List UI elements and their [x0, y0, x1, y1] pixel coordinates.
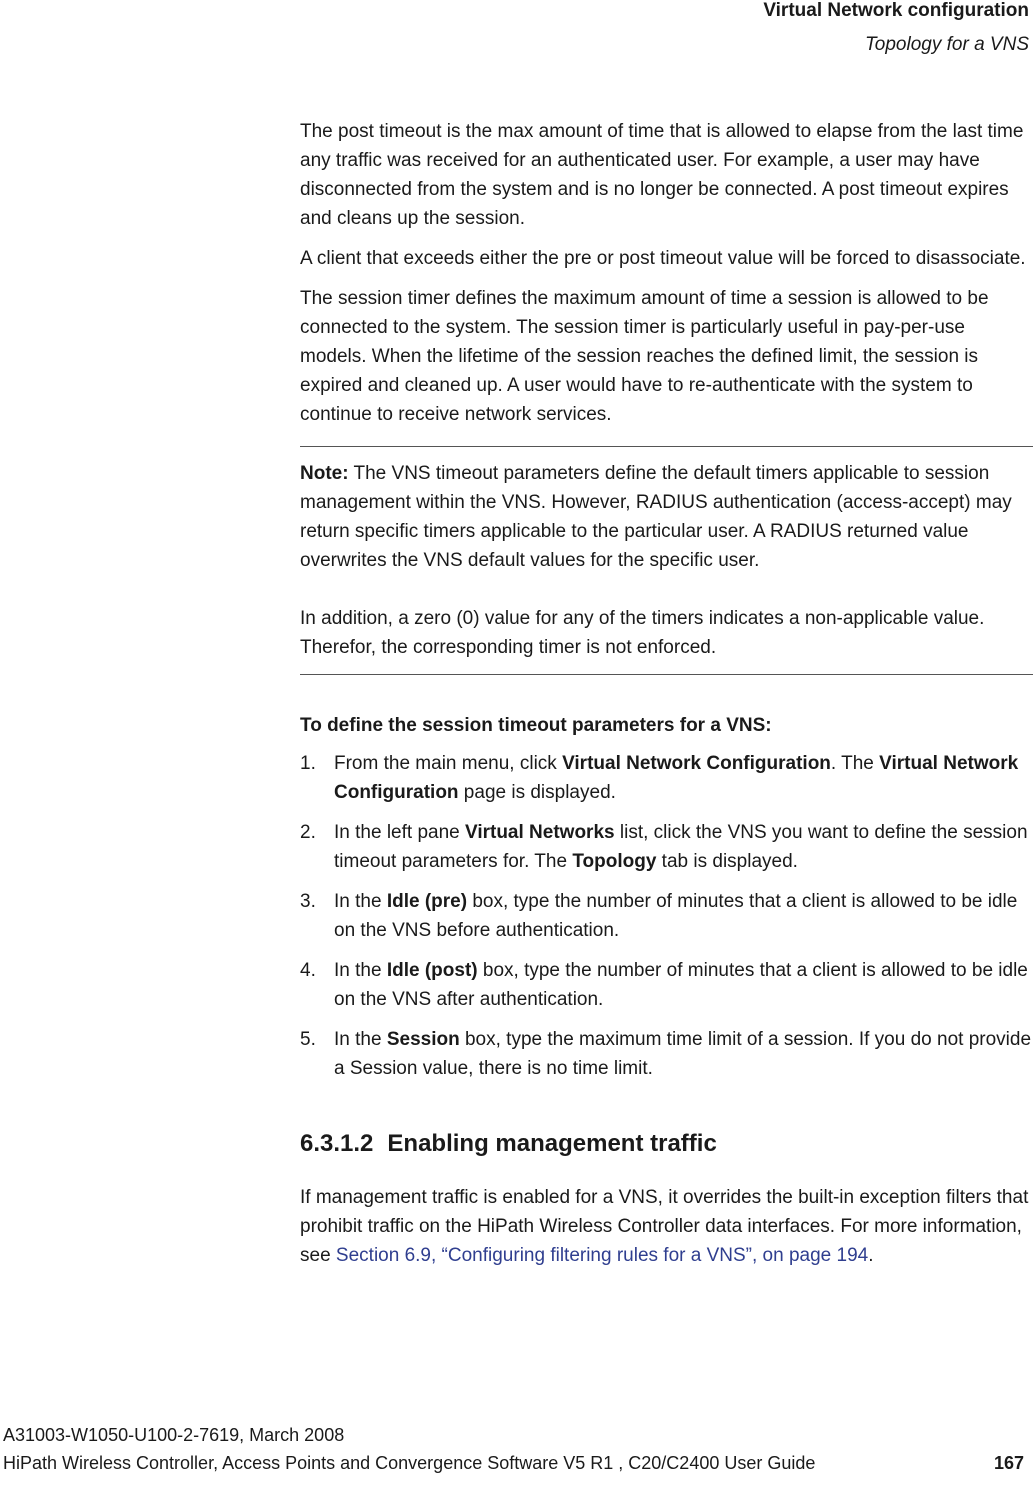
section-paragraph — [300, 1183, 1033, 1270]
step-item — [300, 818, 1033, 876]
step-text: In the — [334, 960, 387, 981]
step-item — [300, 1025, 1033, 1083]
section-text: If management traffic is enabled for a VNS, it overrides the built-in exception filters that prohibit traffic on the HiPath Wireless Controller data interfaces. For more information, see — [300, 1187, 1029, 1266]
step-text: tab is displayed. — [656, 851, 798, 872]
step-bold: Session — [386, 1029, 460, 1050]
running-header-chapter: Virtual Network configuration — [763, 0, 1029, 21]
note-text-1: The VNS timeout parameters define the default timers applicable to session management within the VNS. However, RADIUS authentication (access-accept) may return specific timers applicable to the particular user. A RADIUS returned value overwrites the VNS default values for the specific user. — [300, 463, 1012, 571]
note-box — [300, 446, 1033, 675]
main-content — [300, 117, 1033, 1270]
footer-doc-id: A31003-W1050-U100-2-7619, March 2008 — [3, 1425, 345, 1445]
paragraph-post-timeout: The post timeout is the max amount of time that is allowed to elapse from the last time any traffic was received for an authenticated user. For example, a user may have disconnected from the system and is no longer be connected. A post timeout expires and cleans up the session. — [300, 121, 1024, 229]
step-number: 5. — [300, 1029, 316, 1050]
section-text-end: . — [868, 1245, 874, 1266]
step-text: In the — [334, 891, 387, 912]
step-text: box, type the maximum time limit of a session. If you do not provide a Session value, there is no time limit. — [334, 1029, 1032, 1079]
step-number: 4. — [300, 960, 316, 981]
paragraph-session-timer: The session timer defines the maximum amount of time a session is allowed to be connected to the system. The session timer is particularly useful in pay-per-use models. When the lifetime of the session reaches the defined limit, the session is expired and cleaned up. A user would have to re-authenticate with the system to continue to receive network services. — [300, 288, 989, 425]
section-title: Enabling management traffic — [387, 1130, 717, 1157]
step-bold: Virtual Network Configuration — [334, 753, 1019, 803]
procedure-steps — [300, 749, 1033, 1083]
paragraph-disassociate: A client that exceeds either the pre or post timeout value will be forced to disassociate. — [300, 248, 1026, 269]
running-header-section: Topology for a VNS — [864, 34, 1029, 55]
step-text: From the main menu, click — [334, 753, 563, 774]
section-heading — [300, 1129, 1033, 1159]
step-text: . The — [830, 753, 880, 774]
page-number: 167 — [994, 1453, 1025, 1473]
note-label: Note: — [300, 463, 349, 484]
footer-guide-title: HiPath Wireless Controller, Access Points and Convergence Software V5 R1 , C20/C2400 User Guide — [3, 1453, 816, 1473]
step-item — [300, 749, 1033, 807]
step-number: 2. — [300, 822, 316, 843]
step-item — [300, 887, 1033, 945]
step-bold: Idle (post) — [386, 960, 478, 981]
procedure-title: To define the session timeout parameters for a VNS: — [300, 715, 772, 736]
step-text: list, click the VNS you want to define the session timeout parameters for. The — [334, 822, 1028, 872]
step-bold: Virtual Networks — [465, 822, 615, 843]
step-number: 1. — [300, 753, 316, 774]
step-bold: Idle (pre) — [386, 891, 468, 912]
note-paragraph-2: In addition, a zero (0) value for any of the timers indicates a non-applicable value. Therefor, the corresponding timer is not enforced. — [300, 608, 985, 658]
step-text: box, type the number of minutes that a client is allowed to be idle on the VNS after authentication. — [334, 960, 1028, 1010]
section-number: 6.3.1.2 — [300, 1130, 374, 1157]
step-text: In the left pane — [334, 822, 465, 843]
step-text: In the — [334, 1029, 387, 1050]
step-item — [300, 956, 1033, 1014]
step-text: box, type the number of minutes that a client is allowed to be idle on the VNS before authentication. — [334, 891, 1018, 941]
step-number: 3. — [300, 891, 316, 912]
step-bold: Virtual Network Configuration — [562, 753, 831, 774]
step-text: page is displayed. — [458, 782, 616, 803]
note-paragraph-1 — [300, 459, 1033, 575]
cross-reference-link[interactable]: Section 6.9, “Configuring filtering rules for a VNS”, on page 194 — [335, 1245, 869, 1266]
step-bold: Topology — [572, 851, 657, 872]
